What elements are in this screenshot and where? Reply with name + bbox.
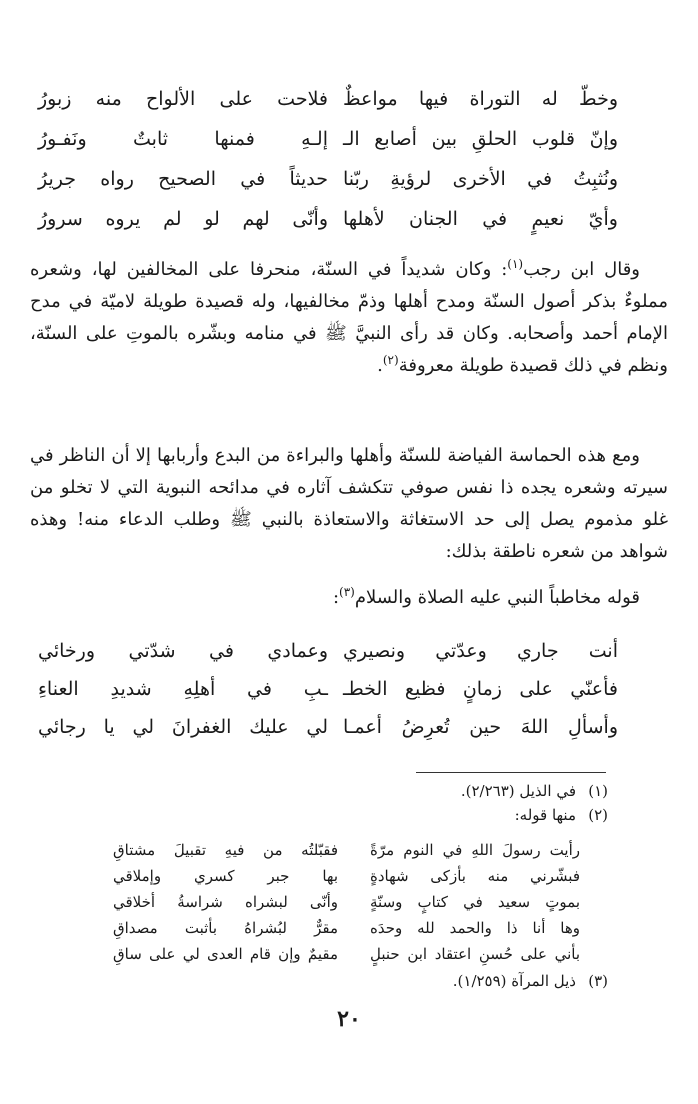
footnote-verse-first: رأيت رسولَ اللهِ في النوم مرّةً — [370, 841, 580, 859]
verse-first-hemistich: فأعنّي على زمانٍ فظيع الخطـ — [343, 678, 618, 700]
verse-second-hemistich: ـبِ في أهلِهِ شديدِ العناءِ — [38, 678, 328, 700]
footnote-separator — [416, 772, 606, 773]
footnote-text: منها قوله: — [514, 806, 576, 824]
verse-row — [0, 124, 698, 164]
verse-first-hemistich: ونُثبِتُ في الأخرى لرؤيةِ ربّنا — [343, 168, 618, 190]
intro-text: قوله مخاطباً النبي عليه الصلاة والسلام — [354, 587, 640, 608]
verse-first-hemistich: وأيّ نعيمٍ في الجنان لأهلها — [343, 208, 618, 230]
paragraph-text: : وكان شديداً في السنّة، منحرفا على المخالفين لها، وشعره مملوءٌ بذكر أصول السنّة ومدح أهلها وذمّ مخالفيها، وله قصيدة طويلة لاميّة في مدح الإمام أحمد وأصحابه. وكان قد رأى النبيَّ ﷺ في منامه وبشّره بالموتِ على السنّة، ونظم في ذلك قصيدة طويلة معروفة — [30, 259, 668, 376]
footnote-verse-second: مقرٌّ لبُشراهُ بأثبت مصداقِ — [113, 919, 338, 937]
footnote-verse-second: فقبّلتُه من فيهِ تقبيلَ مشتاقِ — [113, 841, 338, 859]
paragraph-sufi-note — [30, 440, 668, 568]
paragraph-ibn-rajab — [30, 254, 668, 382]
paragraph-text: وقال ابن رجب — [523, 259, 640, 280]
footnote-text: في الذيل (٢/٢٦٣). — [460, 782, 576, 800]
footnote-verse-second: وأنّى لبشراه شراسةُ أخلاقي — [113, 893, 338, 911]
footnote-number: (٢) — [588, 806, 608, 824]
verse-row — [0, 164, 698, 204]
verse-second-hemistich: إلـهِ فمنها ثابتٌ ونَفـورُ — [38, 128, 328, 150]
footnote-verse-second: مقيمٌ وإن قام العدى لي على ساقِ — [113, 945, 338, 963]
footnote-ref-1[interactable]: (١) — [507, 257, 524, 271]
footnote-verse-first: بأني على حُسنِ اعتقاد ابن حنبلٍ — [370, 945, 580, 963]
footnote-ref-2[interactable]: (٢) — [382, 353, 399, 367]
verse-row — [0, 84, 698, 124]
paragraph-text: ومع هذه الحماسة الفياضة للسنّة وأهلها والبراءة من البدع وأربابها إلا أن الناظر في سيرته وشعره يجده ذا نفس صوفي تتكشف آثاره في مدائحه النبوية التي لا تخلو من غلو مذموم يصل إلى حد الاستغاثة والاستعاذة بالنبي ﷺ وطلب الدعاء منه! وهذه شواهد من شعره ناطقة بذلك: — [30, 445, 668, 562]
verse-second-hemistich: حديثاً في الصحيح رواه جريرُ — [38, 168, 328, 190]
paragraph-text: . — [377, 355, 383, 376]
verse-first-hemistich: أنت جاري وعدّتي ونصيري — [343, 640, 618, 662]
verse-first-hemistich: وإنّ قلوب الحلقِ بين أصابع الـ — [343, 128, 618, 150]
verse-second-hemistich: وعمادي في شدّتي ورخائي — [38, 640, 328, 662]
intro-end: : — [332, 587, 340, 608]
verse-first-hemistich: وأسألِ اللهَ حين تُعرِضُ أعمـا — [343, 716, 618, 738]
footnote-ref-3[interactable]: (٣) — [339, 585, 355, 599]
verse-second-hemistich: وأنّى لهم لو لم يروه سرورُ — [38, 208, 328, 230]
intro-line — [30, 582, 668, 614]
verse-row — [0, 674, 698, 714]
verse-row — [0, 636, 698, 676]
verse-second-hemistich: لي عليك الغفرانَ لي يا رجائي — [38, 716, 328, 738]
verse-row — [0, 204, 698, 244]
footnote-verse-first: بموتٍ سعيد في كتابٍ وسنّةٍ — [370, 893, 580, 911]
page-number: ٢٠ — [337, 1006, 361, 1032]
verse-first-hemistich: وخطّ له التوراة فيها مواعظٌ — [343, 88, 618, 110]
footnote-verse-second: بها جبر كسري وإملاقي — [113, 867, 338, 885]
footnote-text: ذيل المرآة (١/٢٥٩). — [452, 972, 576, 990]
footnote-verse-first: وها أنا ذا والحمد لله وحدَه — [370, 919, 580, 937]
footnote-verse-first: فبشّرني منه بأزكى شهادةٍ — [370, 867, 580, 885]
footnote-number: (١) — [588, 782, 608, 800]
verse-row — [0, 712, 698, 752]
verse-second-hemistich: فلاحت على الألواح منه زبورُ — [38, 88, 328, 110]
footnote-number: (٣) — [588, 972, 608, 990]
